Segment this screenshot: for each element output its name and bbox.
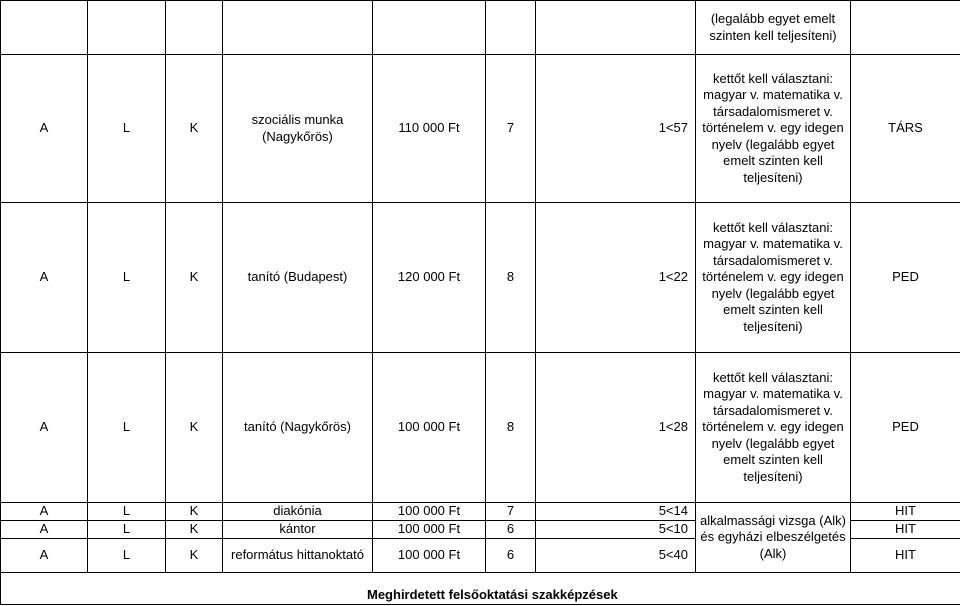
major-cell: református hittanoktató [223,539,373,573]
table-row: A L K szociális munka (Nagykőrös) 110 000 Ft 7 1<57 kettőt kell választani: magyar v. matematika v. társadalomismeret v. történelem v. egy idegen nyelv (legalább egyet emelt szinten kell teljesíteni) TÁRS [1,55,960,203]
ratio-cell: 5<10 [536,521,696,539]
fee-cell: 100 000 Ft [373,353,486,503]
count-cell: 8 [486,203,536,353]
merged-requirement-cell: alkalmassági vizsga (Alk) és egyházi elbeszélgetés (Alk) [696,503,851,573]
count-cell: 6 [486,521,536,539]
major-cell: tanító (Nagykőrös) [223,353,373,503]
ratio-cell: 1<22 [536,203,696,353]
requirement-cell: (legalább egyet emelt szinten kell teljesíteni) [696,1,851,55]
fee-cell: 100 000 Ft [373,503,486,521]
ratio-cell: 1<28 [536,353,696,503]
table-row: A L K tanító (Budapest) 120 000 Ft 8 1<22 kettőt kell választani: magyar v. matematika v. társadalomismeret v. történelem v. egy idegen nyelv (legalább egyet emelt szinten kell teljesíteni) PED [1,203,960,353]
code-cell: HIT [851,503,960,521]
ratio-cell: 5<40 [536,539,696,573]
major-cell: diakónia [223,503,373,521]
table-row: A L K tanító (Nagykőrös) 100 000 Ft 8 1<28 kettőt kell választani: magyar v. matematika v. társadalomismeret v. történelem v. egy idegen nyelv (legalább egyet emelt szinten kell teljesíteni) PED [1,353,960,503]
requirement-cell: kettőt kell választani: magyar v. matematika v. társadalomismeret v. történelem v. egy idegen nyelv (legalább egyet emelt szinten kell teljesíteni) [696,55,851,203]
table-row: A L K református hittanoktató 100 000 Ft 6 5<40 HIT [1,539,960,573]
count-cell: 7 [486,55,536,203]
table-row-fragment [1,1,960,55]
requirement-cell: kettőt kell választani: magyar v. matematika v. társadalomismeret v. történelem v. egy idegen nyelv (legalább egyet emelt szinten kell teljesíteni) [696,353,851,503]
code-cell: PED [851,353,960,503]
count-cell: 6 [486,539,536,573]
ratio-cell: 1<57 [536,55,696,203]
major-cell: tanító (Budapest) [223,203,373,353]
ratio-cell: 5<14 [536,503,696,521]
code-cell: HIT [851,521,960,539]
major-cell: kántor [223,521,373,539]
fee-cell: 110 000 Ft [373,55,486,203]
count-cell: 7 [486,503,536,521]
table-row: A L K diakónia 100 000 Ft 7 5<14 alkalmassági vizsga (Alk) és egyházi elbeszélgetés (Alk) HIT [1,503,960,521]
fee-cell: 100 000 Ft [373,521,486,539]
major-cell: szociális munka (Nagykőrös) [223,55,373,203]
table-row: A L K kántor 100 000 Ft 6 5<10 HIT [1,521,960,539]
fee-cell: 100 000 Ft [373,539,486,573]
code-cell: HIT [851,539,960,573]
section-heading: Meghirdetett felsőoktatási szakképzések [367,587,618,602]
code-cell: TÁRS [851,55,960,203]
requirement-cell: kettőt kell választani: magyar v. matematika v. társadalomismeret v. történelem v. egy idegen nyelv (legalább egyet emelt szinten kell teljesíteni) [696,203,851,353]
code-cell: PED [851,203,960,353]
count-cell: 8 [486,353,536,503]
fee-cell: 120 000 Ft [373,203,486,353]
